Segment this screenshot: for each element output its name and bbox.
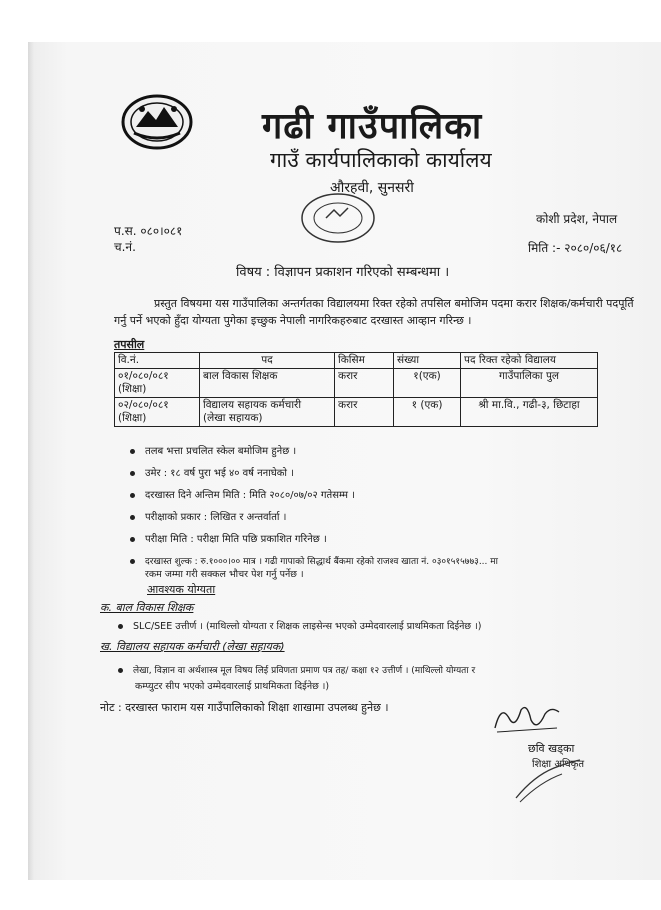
letter-date: मिति :- २०८०/०६/१८ — [528, 241, 623, 255]
cell-post: बाल विकास शिक्षक — [200, 369, 335, 398]
col-header-post: पद — [200, 353, 335, 369]
office-stamp-icon — [298, 190, 378, 246]
section-a-title: क. बाल विकास शिक्षक — [100, 601, 194, 614]
list-item: तलब भत्ता प्रचलित स्केल बमोजिम हुनेछ । — [130, 445, 296, 459]
cell-school: गाउँपालिका पुल — [461, 369, 598, 398]
signature-stamp-icon — [510, 758, 585, 803]
note-text: नोट : दरखास्त फाराम यस गाउँपालिकाको शिक्षा शाखामा उपलब्ध हुनेछ । — [100, 701, 389, 714]
cell-count: १ (एक) — [394, 398, 461, 427]
col-header-count: संख्या — [394, 353, 461, 369]
province-label: कोशी प्रदेश, नेपाल — [536, 212, 618, 226]
col-header-school: पद रिक्त रहेको विद्यालय — [461, 353, 598, 369]
vacancy-table — [114, 352, 598, 427]
list-item: उमेर : १८ वर्ष पुरा भई ४० वर्ष ननाघेको । — [130, 467, 294, 481]
cell-post: विद्यालय सहायक कर्मचारी (लेखा सहायक) — [200, 398, 335, 427]
bullet-icon — [130, 493, 135, 498]
cell-type: करार — [335, 369, 394, 398]
bullet-icon — [130, 449, 135, 454]
office-name: गाउँ कार्यपालिकाको कार्यालय — [270, 148, 492, 172]
dispatch-number: च.नं. — [114, 240, 136, 254]
list-item: लेखा, विज्ञान वा अर्थशास्त्र मूल विषय लिई प्रविणता प्रमाण पत्र तह/ कक्षा १२ उत्तीर्ण । (माथिल्लो योग्यता र — [118, 664, 475, 678]
col-header-number: वि.नं. — [115, 353, 200, 369]
signatory-title: शिक्षा अधिकृत — [532, 759, 585, 770]
signature-icon — [487, 698, 567, 738]
cell-school: श्री मा.वि., गढी-३, छिटाहा — [461, 398, 598, 427]
municipality-title: गढी गाउँपालिका — [262, 106, 483, 147]
section-b-title: ख. विद्यालय सहायक कर्मचारी (लेखा सहायक) — [100, 640, 285, 653]
cell-number: ०१/०८०/०८१ (शिक्षा) — [115, 369, 200, 398]
bullet-icon — [130, 559, 135, 564]
municipality-emblem-icon — [120, 93, 194, 151]
details-label: तपसील — [114, 338, 145, 351]
list-item: दरखास्त शुल्क : रु.१०००।०० मात्र । गढी गापाको सिद्धार्थ बैंकमा रहेको राजश्व खाता नं. ०३०१५१५७७३... मा — [130, 555, 498, 569]
col-header-type: किसिम — [335, 353, 394, 369]
table-row — [115, 398, 598, 427]
requirements-heading: आवश्यक योग्यता — [147, 583, 216, 596]
table-row — [115, 369, 598, 398]
list-item-continued: कम्प्युटर सीप भएको उम्मेदवारलाई प्राथमिकता दिईनेछ ।) — [135, 681, 330, 692]
bullet-icon — [118, 624, 123, 629]
intro-paragraph: प्रस्तुत विषयमा यस गाउँपालिका अन्तर्गतका विद्यालयमा रिक्त रहेको तपसिल बमोजिम पदमा करार शिक्षक/कर्मचारी पदपूर्ति गर्नु पर्ने भएको हुँदा योग्यता पुगेका इच्छुक नेपाली नागरिकहरुबाट दरखास्त आव्हान गरिन्छ । — [114, 297, 634, 327]
cell-type: करार — [335, 398, 394, 427]
signatory-name: छवि खड्का — [528, 742, 575, 755]
bullet-icon — [130, 515, 135, 520]
list-item-continued: रकम जम्मा गरी सक्कल भौचर पेश गर्नु पर्नेछ । — [145, 569, 304, 580]
bullet-icon — [118, 668, 123, 673]
list-item: परीक्षाको प्रकार : लिखित र अन्तर्वार्ता । — [130, 511, 286, 525]
cell-count: १(एक) — [394, 369, 461, 398]
bullet-icon — [130, 471, 135, 476]
list-item: परीक्षा मिति : परीक्षा मिति पछि प्रकाशित गरिनेछ । — [130, 533, 327, 547]
list-item: SLC/SEE उत्तीर्ण । (माथिल्लो योग्यता र शिक्षक लाइसेन्स भएको उम्मेदवारलाई प्राथमिकता दिईनेछ ।) — [118, 620, 481, 634]
office-address: औरहवी, सुनसरी — [330, 180, 414, 196]
bullet-icon — [130, 537, 135, 542]
cell-number: ०२/०८०/०८१ (शिक्षा) — [115, 398, 200, 427]
table-header-row — [115, 353, 598, 369]
reference-number: प.स. ०८०।०८१ — [114, 224, 183, 238]
list-item: दरखास्त दिने अन्तिम मिति : मिति २०८०/०७/०२ गतेसम्म । — [130, 489, 355, 503]
subject-line: विषय : विज्ञापन प्रकाशन गरिएको सम्बन्धमा । — [236, 265, 450, 280]
